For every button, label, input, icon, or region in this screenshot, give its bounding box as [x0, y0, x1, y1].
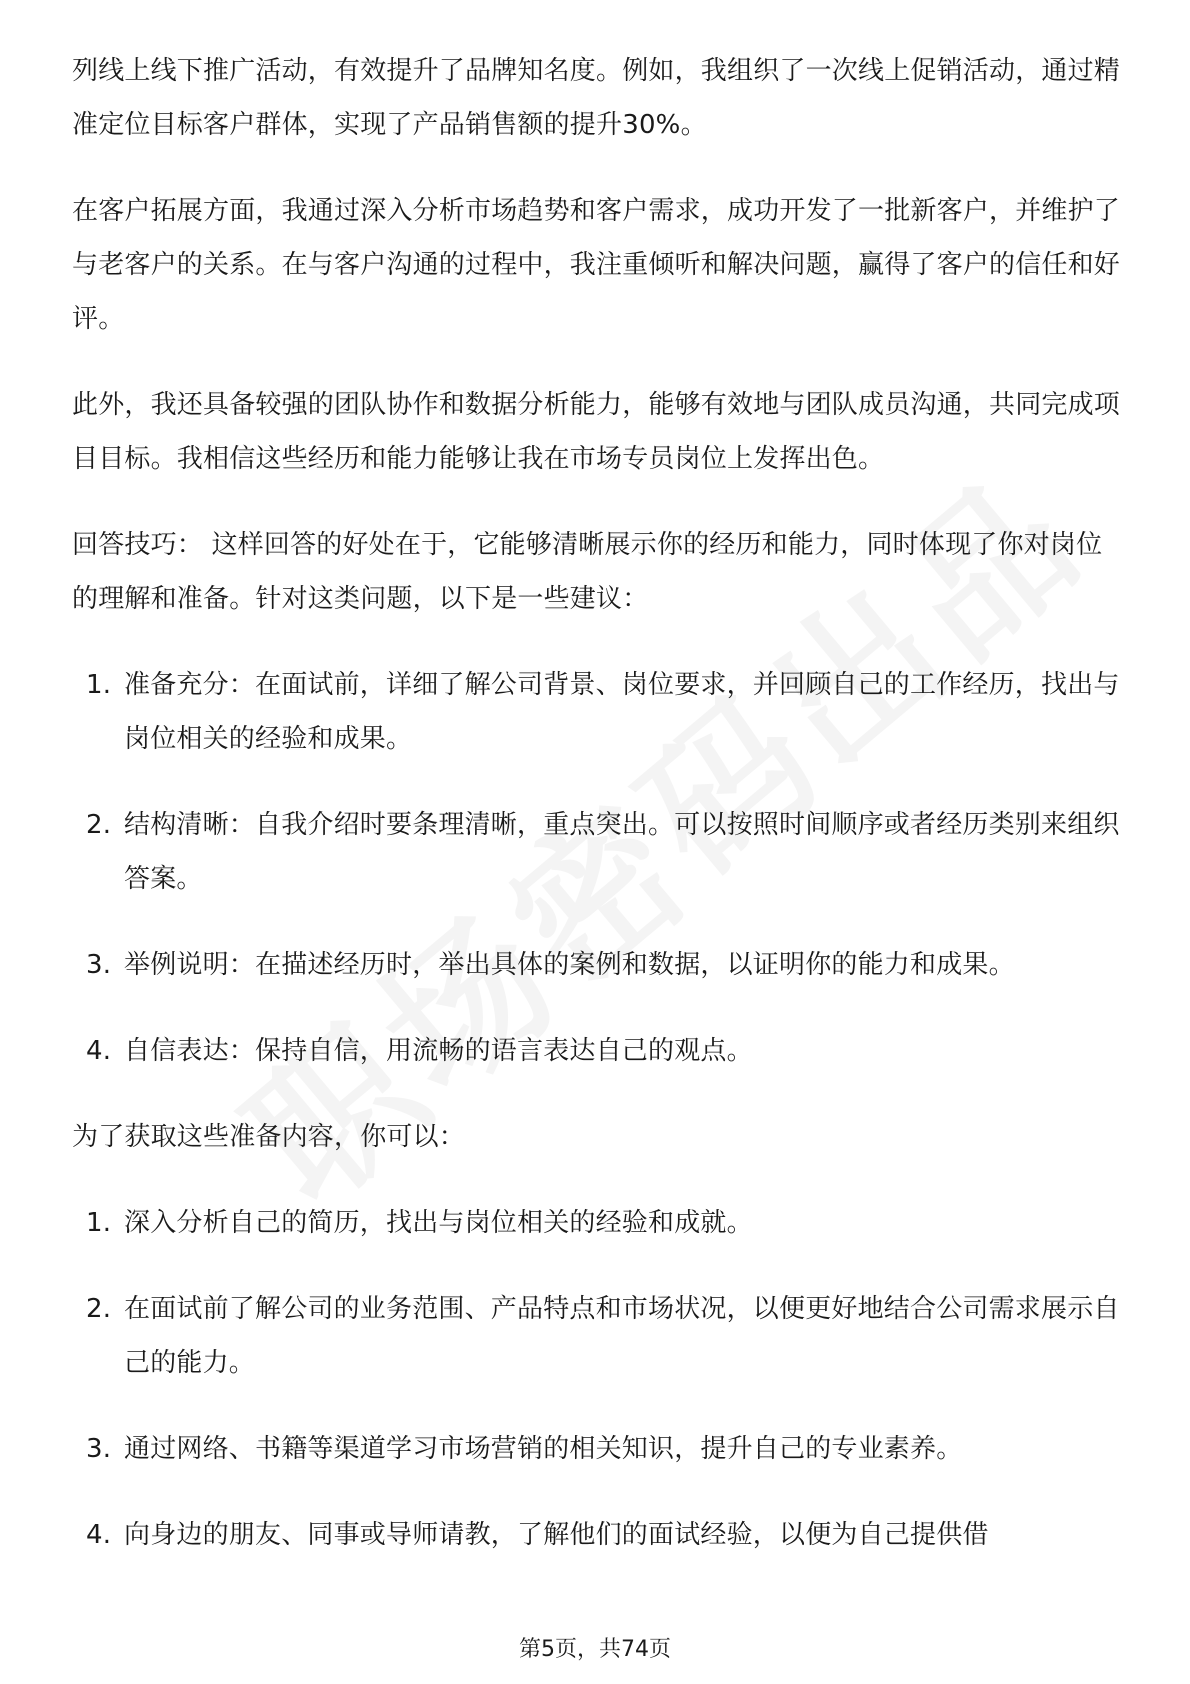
paragraph-prep-intro: 为了获取这些准备内容，你可以：: [72, 1122, 466, 1152]
list-item-text: 结构清晰：自我介绍时要条理清晰，重点突出。可以按照时间顺序或者经历类别来组织答案。: [124, 810, 1120, 894]
list-item-text: 向身边的朋友、同事或导师请教，了解他们的面试经验，以便为自己提供借: [124, 1520, 989, 1550]
paragraph-teamwork: 此外，我还具备较强的团队协作和数据分析能力，能够有效地与团队成员沟通，共同完成项目目标。我相信这些经历和能力能够让我在市场专员岗位上发挥出色。: [72, 390, 1121, 474]
list-item-text: 举例说明：在描述经历时，举出具体的案例和数据，以证明你的能力和成果。: [124, 950, 1015, 980]
list-item-text: 自信表达：保持自信，用流畅的语言表达自己的观点。: [124, 1036, 753, 1066]
list-item-number: 4.: [86, 1036, 112, 1066]
list-item-text: 在面试前了解公司的业务范围、产品特点和市场状况，以便更好地结合公司需求展示自己的能力。: [124, 1294, 1120, 1378]
list-item: [72, 658, 1122, 766]
list-item-number: 3.: [86, 1434, 112, 1464]
list-item-number: 1.: [86, 1208, 112, 1238]
list-item: [72, 1422, 1122, 1476]
paragraph-promotion: 列线上线下推广活动，有效提升了品牌知名度。例如，我组织了一次线上促销活动，通过精准定位目标客户群体，实现了产品销售额的提升30%。: [72, 56, 1121, 140]
list-item-number: 3.: [86, 950, 112, 980]
list-item: [72, 1508, 1122, 1562]
list-item: [72, 1282, 1122, 1390]
list-item: [72, 1024, 1122, 1078]
list-item-number: 4.: [86, 1520, 112, 1550]
document-body: [72, 44, 1122, 1594]
list-item: [72, 1196, 1122, 1250]
list-item-number: 1.: [86, 670, 112, 700]
paragraph-client-expansion: 在客户拓展方面，我通过深入分析市场趋势和客户需求，成功开发了一批新客户，并维护了与老客户的关系。在与客户沟通的过程中，我注重倾听和解决问题，赢得了客户的信任和好评。: [72, 196, 1121, 334]
list-item-text: 深入分析自己的简历，找出与岗位相关的经验和成就。: [124, 1208, 753, 1238]
prep-list: [72, 1196, 1122, 1562]
page-number: 第5页，共74页: [519, 1637, 671, 1662]
paragraph-answer-tips: 回答技巧： 这样回答的好处在于，它能够清晰展示你的经历和能力，同时体现了你对岗位的理解和准备。针对这类问题，以下是一些建议：: [72, 530, 1103, 614]
tips-list: [72, 658, 1122, 1078]
list-item-number: 2.: [86, 810, 112, 840]
list-item-text: 准备充分：在面试前，详细了解公司背景、岗位要求，并回顾自己的工作经历，找出与岗位相关的经验和成果。: [124, 670, 1120, 754]
page-footer: [0, 1632, 1190, 1663]
list-item: [72, 798, 1122, 906]
list-item-text: 通过网络、书籍等渠道学习市场营销的相关知识，提升自己的专业素养。: [124, 1434, 963, 1464]
list-item-number: 2.: [86, 1294, 112, 1324]
list-item: [72, 938, 1122, 992]
